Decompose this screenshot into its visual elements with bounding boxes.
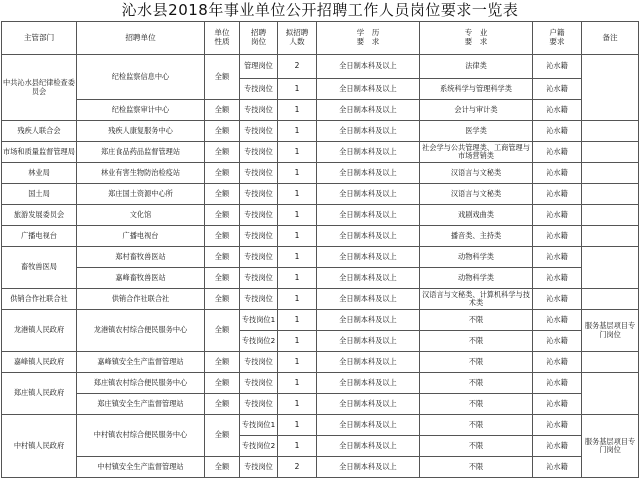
cell-post: 专技岗位 [240, 394, 278, 415]
cell-nature: 全额 [205, 289, 240, 310]
cell-major: 社会学与公共管理类、工商管理与市场营销类 [420, 142, 533, 163]
cell-unit: 郑村畜牧兽医站 [77, 247, 205, 268]
cell-nature: 全额 [205, 205, 240, 226]
cell-nature: 全额 [205, 142, 240, 163]
cell-hukou: 沁水籍 [533, 226, 582, 247]
cell-post: 专技岗位 [240, 268, 278, 289]
cell-count: 1 [278, 289, 317, 310]
cell-post: 专技岗位 [240, 373, 278, 394]
header-major: 专 业 要 求 [420, 22, 533, 55]
cell-note [582, 55, 639, 121]
cell-nature: 全额 [205, 268, 240, 289]
cell-post: 专技岗位 [240, 289, 278, 310]
cell-major: 汉语言与文秘类 [420, 184, 533, 205]
table-row [2, 352, 639, 373]
cell-edu: 全日制本科及以上 [317, 415, 420, 436]
cell-hukou: 沁水籍 [533, 289, 582, 310]
cell-post: 专技岗位 [240, 226, 278, 247]
cell-count: 1 [278, 142, 317, 163]
table-row [2, 289, 639, 310]
cell-count: 1 [278, 226, 317, 247]
cell-count: 1 [278, 415, 317, 436]
cell-unit: 纪检监察审计中心 [77, 100, 205, 121]
cell-note [582, 205, 639, 226]
header-unit: 招聘单位 [77, 22, 205, 55]
cell-edu: 全日制本科及以上 [317, 436, 420, 457]
cell-count: 1 [278, 310, 317, 331]
cell-dept: 嘉峰镇人民政府 [2, 352, 77, 373]
cell-count: 1 [278, 121, 317, 142]
cell-hukou: 沁水籍 [533, 79, 582, 100]
table-row [2, 142, 639, 163]
header-hukou: 户籍 要求 [533, 22, 582, 55]
cell-post: 专技岗位1 [240, 415, 278, 436]
table-row [2, 55, 639, 79]
cell-edu: 全日制本科及以上 [317, 373, 420, 394]
cell-major: 动物科学类 [420, 247, 533, 268]
cell-unit: 郑庄镇农村综合便民服务中心 [77, 373, 205, 394]
cell-edu: 全日制本科及以上 [317, 394, 420, 415]
cell-hukou: 沁水籍 [533, 121, 582, 142]
table-body [2, 55, 639, 478]
cell-nature: 全额 [205, 100, 240, 121]
cell-note [582, 184, 639, 205]
cell-edu: 全日制本科及以上 [317, 205, 420, 226]
cell-unit: 郑庄食品药品监督管理站 [77, 142, 205, 163]
cell-nature: 全额 [205, 163, 240, 184]
cell-nature: 全额 [205, 121, 240, 142]
cell-hukou: 沁水籍 [533, 352, 582, 373]
cell-hukou: 沁水籍 [533, 373, 582, 394]
cell-post: 专技岗位1 [240, 310, 278, 331]
cell-hukou: 沁水籍 [533, 457, 582, 478]
cell-post: 专技岗位 [240, 121, 278, 142]
cell-edu: 全日制本科及以上 [317, 289, 420, 310]
header-post: 招聘 岗位 [240, 22, 278, 55]
cell-hukou: 沁水籍 [533, 331, 582, 352]
cell-note: 服务基层项目专门岗位 [582, 415, 639, 478]
cell-count: 1 [278, 79, 317, 100]
cell-unit: 嘉峰镇安全生产监督管理站 [77, 352, 205, 373]
cell-edu: 全日制本科及以上 [317, 55, 420, 79]
cell-post: 专技岗位 [240, 100, 278, 121]
cell-count: 1 [278, 163, 317, 184]
cell-edu: 全日制本科及以上 [317, 352, 420, 373]
cell-nature: 全额 [205, 55, 240, 100]
cell-post: 专技岗位2 [240, 331, 278, 352]
cell-unit: 郑庄镇安全生产监督管理站 [77, 394, 205, 415]
cell-post: 专技岗位 [240, 205, 278, 226]
header-nature: 单位 性质 [205, 22, 240, 55]
cell-major: 汉语言与文秘类 [420, 163, 533, 184]
table-row [2, 184, 639, 205]
cell-major: 不限 [420, 373, 533, 394]
cell-nature: 全额 [205, 310, 240, 352]
cell-major: 播音类、主持类 [420, 226, 533, 247]
cell-unit: 郑庄国土资源中心所 [77, 184, 205, 205]
cell-major: 医学类 [420, 121, 533, 142]
cell-post: 专技岗位 [240, 79, 278, 100]
cell-count: 1 [278, 205, 317, 226]
cell-nature: 全额 [205, 373, 240, 394]
cell-major: 戏剧戏曲类 [420, 205, 533, 226]
cell-dept: 中村镇人民政府 [2, 415, 77, 478]
cell-hukou: 沁水籍 [533, 142, 582, 163]
table-row [2, 121, 639, 142]
cell-dept: 畜牧兽医局 [2, 247, 77, 289]
cell-count: 1 [278, 352, 317, 373]
cell-post: 专技岗位 [240, 352, 278, 373]
table-row [2, 100, 639, 121]
cell-major: 不限 [420, 394, 533, 415]
table-row [2, 310, 639, 331]
header-count: 拟招聘 人数 [278, 22, 317, 55]
cell-edu: 全日制本科及以上 [317, 247, 420, 268]
cell-unit: 供销合作社联合社 [77, 289, 205, 310]
cell-count: 1 [278, 184, 317, 205]
cell-edu: 全日制本科及以上 [317, 457, 420, 478]
cell-major: 动物科学类 [420, 268, 533, 289]
cell-unit: 文化馆 [77, 205, 205, 226]
cell-nature: 全额 [205, 247, 240, 268]
cell-count: 2 [278, 457, 317, 478]
cell-edu: 全日制本科及以上 [317, 331, 420, 352]
cell-major: 不限 [420, 310, 533, 331]
cell-hukou: 沁水籍 [533, 415, 582, 436]
cell-note: 服务基层项目专门岗位 [582, 310, 639, 352]
cell-hukou: 沁水籍 [533, 436, 582, 457]
cell-note [582, 373, 639, 415]
cell-edu: 全日制本科及以上 [317, 184, 420, 205]
cell-nature: 全额 [205, 352, 240, 373]
cell-unit: 龙港镇农村综合便民服务中心 [77, 310, 205, 352]
header-edu: 学 历 要 求 [317, 22, 420, 55]
cell-major: 会计与审计类 [420, 100, 533, 121]
cell-major: 不限 [420, 415, 533, 436]
cell-nature: 全额 [205, 394, 240, 415]
cell-unit: 残疾人康复服务中心 [77, 121, 205, 142]
table-row [2, 205, 639, 226]
cell-dept: 郑庄镇人民政府 [2, 373, 77, 415]
cell-count: 1 [278, 268, 317, 289]
cell-post: 专技岗位 [240, 457, 278, 478]
cell-major: 不限 [420, 352, 533, 373]
cell-edu: 全日制本科及以上 [317, 100, 420, 121]
cell-dept: 残疾人联合会 [2, 121, 77, 142]
cell-unit: 纪检监察信息中心 [77, 55, 205, 100]
cell-major: 法律类 [420, 55, 533, 79]
cell-dept: 供销合作社联合社 [2, 289, 77, 310]
cell-edu: 全日制本科及以上 [317, 310, 420, 331]
cell-unit: 广播电视台 [77, 226, 205, 247]
table-row [2, 415, 639, 436]
table-row [2, 247, 639, 268]
cell-edu: 全日制本科及以上 [317, 226, 420, 247]
cell-major: 汉语言与文秘类、计算机科学与技术类 [420, 289, 533, 310]
table-row [2, 226, 639, 247]
cell-note [582, 289, 639, 310]
cell-post: 专技岗位 [240, 142, 278, 163]
cell-dept: 广播电视台 [2, 226, 77, 247]
cell-hukou: 沁水籍 [533, 100, 582, 121]
cell-edu: 全日制本科及以上 [317, 142, 420, 163]
cell-hukou: 沁水籍 [533, 184, 582, 205]
cell-count: 1 [278, 331, 317, 352]
cell-note [582, 121, 639, 142]
cell-nature: 全额 [205, 415, 240, 457]
cell-count: 2 [278, 55, 317, 79]
cell-unit: 林业有害生物防治检疫站 [77, 163, 205, 184]
cell-dept: 国土局 [2, 184, 77, 205]
cell-edu: 全日制本科及以上 [317, 163, 420, 184]
cell-post: 管理岗位 [240, 55, 278, 79]
table-row [2, 394, 639, 415]
cell-note [582, 352, 639, 373]
cell-hukou: 沁水籍 [533, 247, 582, 268]
header-note: 备注 [582, 22, 639, 55]
cell-major: 系统科学与管理科学类 [420, 79, 533, 100]
cell-edu: 全日制本科及以上 [317, 268, 420, 289]
cell-count: 1 [278, 247, 317, 268]
cell-major: 不限 [420, 436, 533, 457]
table-row [2, 268, 639, 289]
cell-nature: 全额 [205, 226, 240, 247]
cell-dept: 市场和质量监督管理局 [2, 142, 77, 163]
table-row [2, 373, 639, 394]
cell-edu: 全日制本科及以上 [317, 79, 420, 100]
cell-note [582, 142, 639, 163]
table-header-row [2, 22, 639, 55]
cell-major: 不限 [420, 457, 533, 478]
cell-note [582, 247, 639, 289]
cell-major: 不限 [420, 331, 533, 352]
cell-count: 1 [278, 373, 317, 394]
cell-unit: 中村镇安全生产监督管理站 [77, 457, 205, 478]
page-title: 沁水县2018年事业单位公开招聘工作人员岗位要求一览表 [121, 1, 519, 19]
requirements-table [1, 21, 639, 478]
cell-count: 1 [278, 394, 317, 415]
cell-nature: 全额 [205, 184, 240, 205]
cell-hukou: 沁水籍 [533, 310, 582, 331]
cell-dept: 林业局 [2, 163, 77, 184]
table-row [2, 457, 639, 478]
cell-unit: 中村镇农村综合便民服务中心 [77, 415, 205, 457]
cell-note [582, 163, 639, 184]
cell-nature: 全额 [205, 457, 240, 478]
cell-hukou: 沁水籍 [533, 55, 582, 79]
cell-unit: 嘉峰畜牧兽医站 [77, 268, 205, 289]
header-dept: 主管部门 [2, 22, 77, 55]
cell-hukou: 沁水籍 [533, 205, 582, 226]
cell-hukou: 沁水籍 [533, 163, 582, 184]
cell-post: 专技岗位 [240, 163, 278, 184]
cell-edu: 全日制本科及以上 [317, 121, 420, 142]
cell-count: 1 [278, 100, 317, 121]
cell-dept: 中共沁水县纪律检查委员会 [2, 55, 77, 121]
cell-note [582, 226, 639, 247]
cell-hukou: 沁水籍 [533, 394, 582, 415]
cell-post: 专技岗位2 [240, 436, 278, 457]
cell-post: 专技岗位 [240, 247, 278, 268]
cell-hukou: 沁水籍 [533, 268, 582, 289]
cell-dept: 龙港镇人民政府 [2, 310, 77, 352]
table-row [2, 163, 639, 184]
cell-post: 专技岗位 [240, 184, 278, 205]
cell-dept: 旅游发展委员会 [2, 205, 77, 226]
cell-count: 1 [278, 436, 317, 457]
